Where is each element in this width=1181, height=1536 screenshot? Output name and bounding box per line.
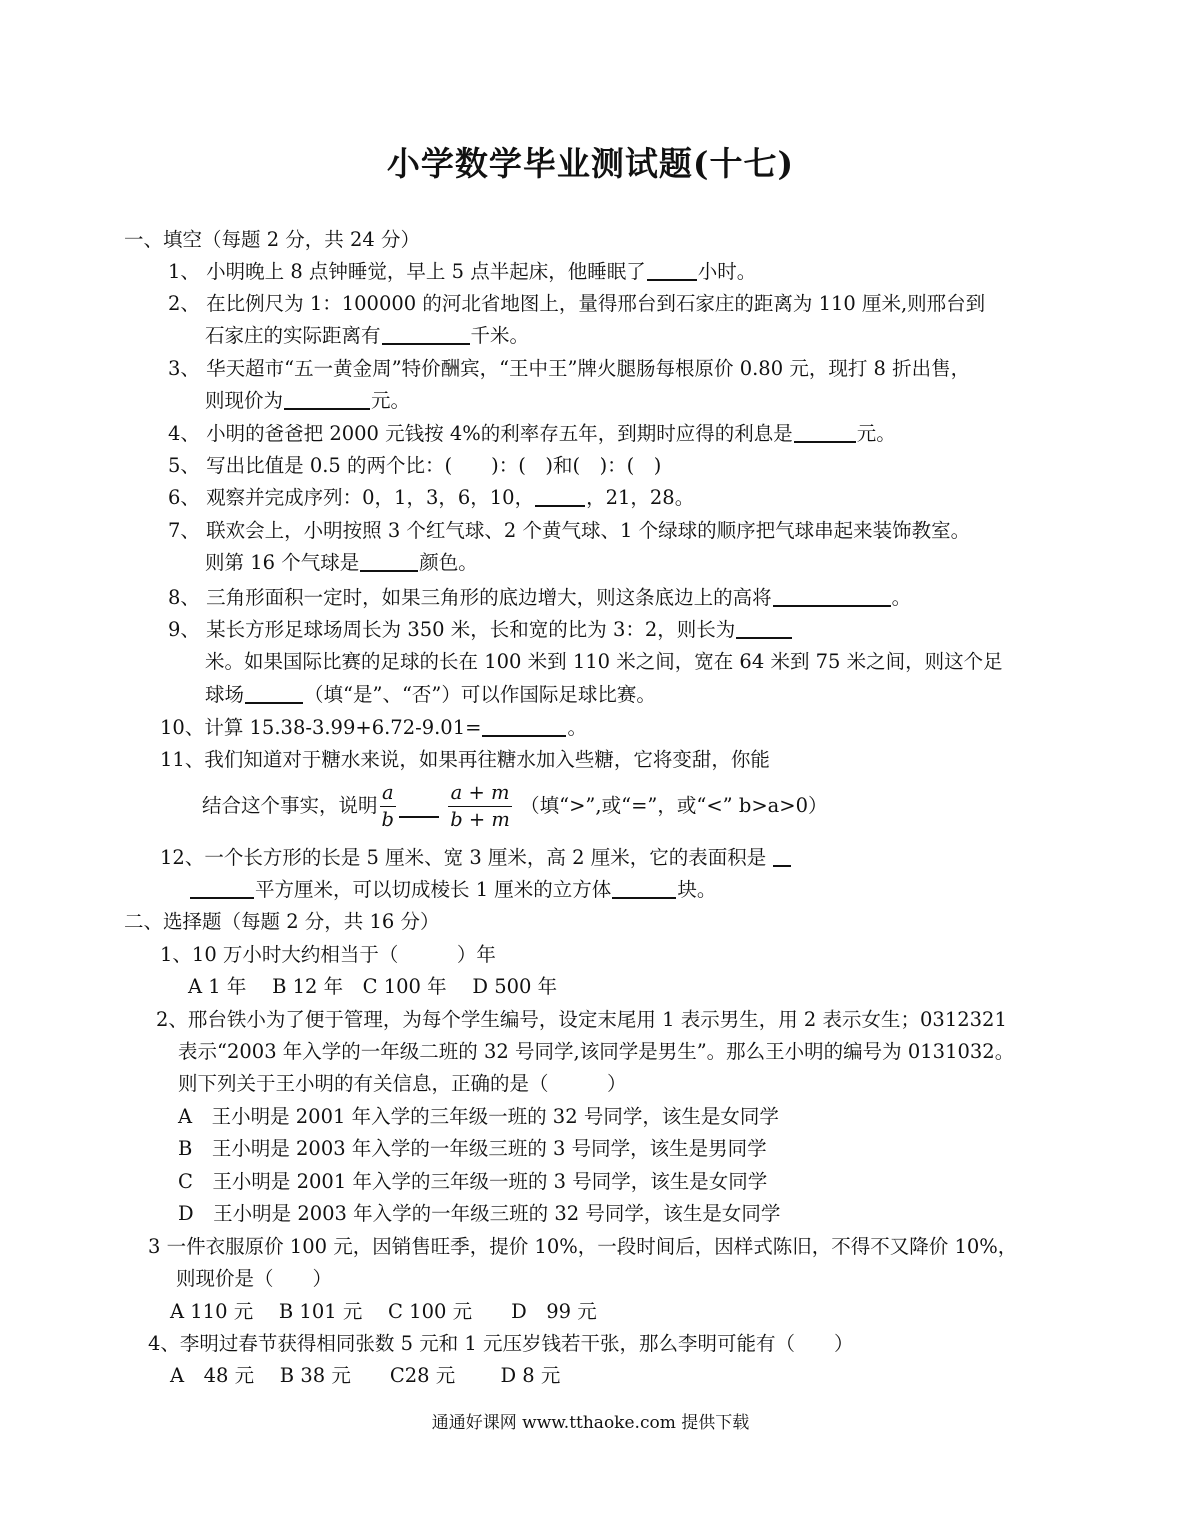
section2-heading: 二、选择题（每题 2 分，共 16 分） — [124, 910, 440, 933]
fraction-denominator: b — [381, 808, 394, 831]
question-7-line-2 — [205, 549, 478, 577]
answer-blank[interactable] — [794, 421, 856, 443]
choice-question-3-options: A 110 元 B 101 元 C 100 元 D 99 元 — [170, 1300, 597, 1323]
question-4 — [168, 420, 896, 448]
answer-blank[interactable] — [482, 715, 566, 737]
question-3-line-2 — [205, 387, 410, 415]
page-title: 小学数学毕业测试题(十七) — [386, 144, 795, 183]
answer-blank[interactable] — [399, 796, 439, 818]
answer-blank[interactable] — [382, 323, 470, 345]
question-11-line-1 — [160, 746, 770, 774]
answer-blank[interactable] — [736, 617, 792, 639]
question-text: 元。 — [371, 389, 411, 412]
fraction-denominator: b + m — [450, 808, 510, 831]
answer-blank[interactable] — [245, 682, 303, 704]
answer-blank[interactable] — [773, 585, 891, 607]
question-text: 小明晚上 8 点钟睡觉，早上 5 点半起床，他睡眠了 — [206, 260, 646, 283]
question-text: 平方厘米，可以切成棱长 1 厘米的立方体 — [255, 878, 612, 901]
question-text: 石家庄的实际距离有 — [205, 324, 381, 347]
fraction-numerator: a + m — [450, 781, 510, 804]
question-9-line-2: 米。如果国际比赛的足球的长在 100 米到 110 米之间，宽在 64 米到 75 米之间，则这个足 — [205, 650, 1003, 673]
question-11-line-2 — [202, 780, 828, 833]
answer-blank[interactable] — [284, 388, 370, 410]
question-7-line-1 — [168, 517, 970, 545]
choice-option-a: A 王小明是 2001 年入学的三年级一班的 32 号同学，该生是女同学 — [178, 1105, 779, 1128]
choice-option-d: D 王小明是 2003 年入学的一年级三班的 32 号同学，该生是女同学 — [178, 1202, 781, 1225]
question-text: 华天超市“五一黄金周”特价酬宾，“王中王”牌火腿肠每根原价 0.80 元，现打 8 折出售， — [206, 357, 971, 380]
fraction-a-over-b — [380, 780, 396, 833]
question-number: 12、 — [160, 846, 205, 869]
question-text: 我们知道对于糖水来说，如果再往糖水加入些糖，它将变甜，你能 — [204, 748, 770, 771]
choice-question-3-line-2: 则现价是（ ） — [176, 1267, 333, 1290]
question-number: 3、 — [168, 357, 200, 380]
question-number: 6、 — [168, 486, 200, 509]
answer-blank[interactable] — [190, 877, 254, 899]
question-number: 5、 — [168, 454, 200, 477]
question-text: （填“是”、“否”）可以作国际足球比赛。 — [304, 683, 656, 706]
question-text: 则第 16 个气球是 — [205, 551, 360, 574]
question-number: 1、 — [168, 260, 200, 283]
question-text: 结合这个事实，说明 — [202, 794, 378, 817]
question-2-line-2 — [205, 322, 529, 350]
question-text: 一个长方形的长是 5 厘米、宽 3 厘米，高 2 厘米，它的表面积是 — [204, 846, 767, 869]
question-number: 10、 — [160, 716, 205, 739]
question-3-line-1 — [168, 355, 970, 383]
question-text: 写出比值是 0.5 的两个比：( )：( )和( )：( ) — [206, 454, 662, 477]
section1-heading: 一、填空（每题 2 分，共 24 分） — [124, 228, 421, 251]
question-text: 观察并完成序列：0，1，3，6，10， — [206, 486, 535, 509]
question-text: 。 — [891, 586, 912, 609]
question-text: 元。 — [856, 422, 896, 445]
question-text: 小明的爸爸把 2000 元钱按 4%的利率存五年，到期时应得的利息是 — [206, 422, 793, 445]
answer-blank[interactable] — [360, 550, 418, 572]
answer-blank[interactable] — [647, 259, 697, 281]
choice-question-2-line-1: 2、邢台铁小为了便于管理，为每个学生编号，设定末尾用 1 表示男生，用 2 表示女生；0312321 — [156, 1008, 1007, 1031]
question-number: 8、 — [168, 586, 200, 609]
choice-option-c: C 王小明是 2001 年入学的三年级一班的 3 号同学，该生是女同学 — [178, 1170, 768, 1193]
question-text: ，21，28。 — [586, 486, 695, 509]
question-text: 。 — [567, 716, 587, 739]
question-8 — [168, 584, 911, 612]
answer-blank[interactable] — [535, 485, 585, 507]
question-text: 在比例尺为 1：100000 的河北省地图上，量得邢台到石家庄的距离为 110 厘米,则邢台到 — [206, 292, 986, 315]
question-text: 颜色。 — [419, 551, 478, 574]
question-text: （填“>”,或“=”，或“<” b>a>0） — [520, 794, 828, 817]
answer-blank[interactable] — [773, 845, 791, 867]
question-text: 块。 — [677, 878, 717, 901]
fraction-numerator: a — [381, 781, 394, 804]
choice-question-2-line-2: 表示“2003 年入学的一年级二班的 32 号同学,该同学是男生”。那么王小明的编号为 0131032。 — [178, 1040, 1015, 1063]
choice-question-1-options: A 1 年 B 12 年 C 100 年 D 500 年 — [188, 975, 558, 998]
question-number: 2、 — [168, 292, 200, 315]
question-text: 三角形面积一定时，如果三角形的底边增大，则这条底边上的高将 — [206, 586, 772, 609]
question-text: 计算 15.38-3.99+6.72-9.01= — [204, 716, 482, 739]
question-text: 则现价为 — [205, 389, 284, 412]
choice-question-1: 1、10 万小时大约相当于（ ）年 — [160, 943, 496, 966]
question-5 — [168, 452, 661, 480]
question-number: 7、 — [168, 519, 200, 542]
question-9-line-1 — [168, 616, 793, 644]
choice-question-4-options: A 48 元 B 38 元 C28 元 D 8 元 — [170, 1364, 561, 1387]
question-1 — [168, 258, 756, 286]
question-12-line-2 — [189, 876, 716, 904]
question-text: 某长方形足球场周长为 350 米，长和宽的比为 3：2，则长为 — [206, 618, 736, 641]
choice-question-2-line-3: 则下列关于王小明的有关信息，正确的是（ ） — [178, 1072, 627, 1095]
question-number: 9、 — [168, 618, 200, 641]
choice-option-b: B 王小明是 2003 年入学的一年级三班的 3 号同学，该生是男同学 — [178, 1137, 767, 1160]
question-6 — [168, 484, 694, 512]
question-number: 4、 — [168, 422, 200, 445]
answer-blank[interactable] — [612, 877, 676, 899]
fraction-a-plus-m-over-b-plus-m — [448, 780, 512, 833]
question-9-line-3 — [205, 681, 656, 709]
choice-question-3-line-1: 3 一件衣服原价 100 元，因销售旺季，提价 10%，一段时间后，因样式陈旧，不得不又降价 10%， — [148, 1235, 1018, 1258]
question-10 — [160, 714, 587, 742]
question-text: 联欢会上，小明按照 3 个红气球、2 个黄气球、1 个绿球的顺序把气球串起来装饰教室。 — [206, 519, 971, 542]
page-footer: 通通好课网 www.tthaoke.com 提供下载 — [431, 1413, 750, 1433]
question-text: 千米。 — [470, 324, 530, 347]
question-number: 11、 — [160, 748, 205, 771]
question-2-line-1 — [168, 290, 985, 318]
question-text: 小时。 — [697, 260, 757, 283]
choice-question-4-line-1: 4、李明过春节获得相同张数 5 元和 1 元压岁钱若干张，那么李明可能有（ ） — [148, 1332, 854, 1355]
question-text: 球场 — [205, 683, 245, 706]
question-12-line-1 — [160, 844, 792, 872]
